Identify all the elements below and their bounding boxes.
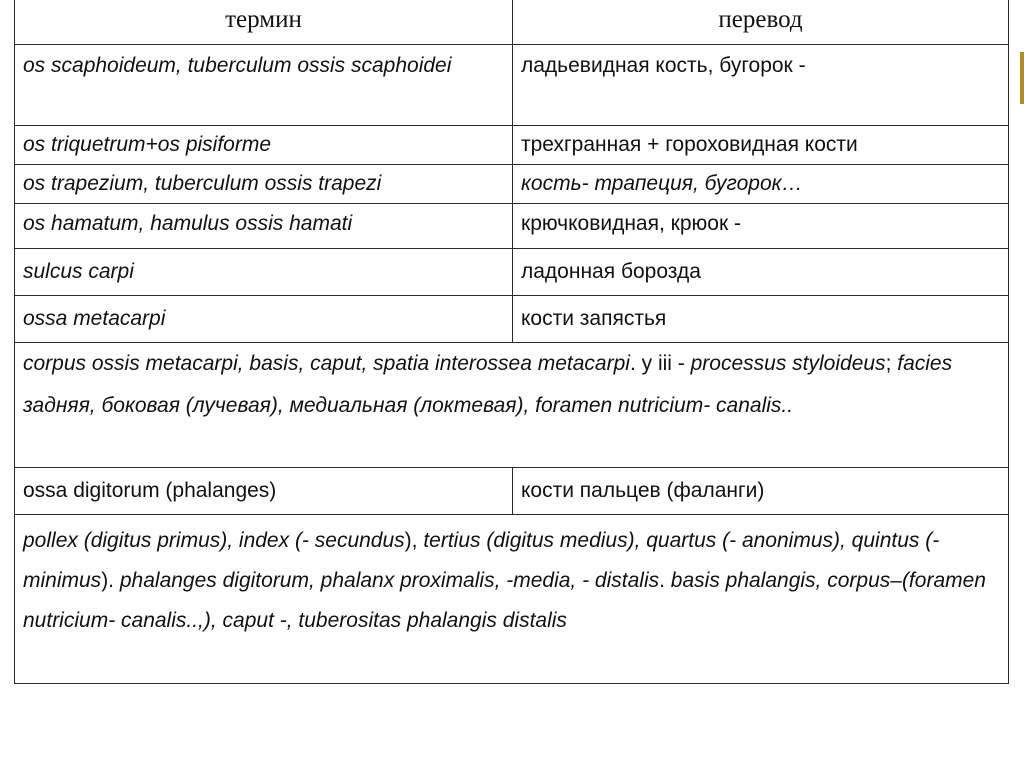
note-text: processus styloideus — [690, 352, 886, 375]
note-text: pollex (digitus primus), index (- secundus — [23, 529, 405, 552]
metacarpi-description — [15, 343, 1009, 468]
slide-edge-mark — [1020, 52, 1024, 104]
term-cell: os scaphoideum, tuberculum ossis scaphoidei — [15, 45, 513, 126]
translation-cell: кость- трапеция, бугорок… — [513, 165, 1009, 204]
note-text: . — [659, 569, 671, 592]
digits-description — [15, 515, 1009, 684]
terms-table — [14, 0, 1009, 684]
note-text: corpus ossis metacarpi, basis, caput, spatia interossea metacarpi — [23, 352, 630, 375]
note-text: ; — [885, 352, 898, 375]
table-row — [15, 296, 1009, 343]
header-translation: перевод — [513, 0, 1009, 45]
term-cell: ossa metacarpi — [15, 296, 513, 343]
term-cell: os trapezium, tuberculum ossis trapezi — [15, 165, 513, 204]
note-text: ), — [404, 529, 424, 552]
table-row — [15, 249, 1009, 296]
table-row — [15, 204, 1009, 249]
note-text: ). — [101, 569, 120, 592]
term-cell: os triquetrum+os pisiforme — [15, 126, 513, 165]
translation-cell: кости пальцев (фаланги) — [513, 468, 1009, 515]
table-header-row — [15, 0, 1009, 45]
table-row-full-width — [15, 343, 1009, 468]
note-text: phalanges digitorum, phalanx proximalis, -media, - distalis — [119, 569, 660, 592]
translation-cell: трехгранная + гороховидная кости — [513, 126, 1009, 165]
table-row — [15, 126, 1009, 165]
table-row-full-width — [15, 515, 1009, 684]
table-row — [15, 468, 1009, 515]
note-text: basis phalangis, corpus–(foramen nutricium- canalis..,), caput -, tuberositas phalangis distalis — [23, 569, 986, 632]
note-text: . у iii - — [629, 352, 691, 375]
term-cell: os hamatum, hamulus ossis hamati — [15, 204, 513, 249]
table-row — [15, 165, 1009, 204]
translation-cell: кости запястья — [513, 296, 1009, 343]
translation-cell: ладьевидная кость, бугорок - — [513, 45, 1009, 126]
note-text: facies задняя, боковая (лучевая), медиальная (локтевая), foramen nutricium- canalis.. — [23, 352, 953, 417]
header-term: термин — [15, 0, 513, 45]
translation-cell: ладонная борозда — [513, 249, 1009, 296]
note-text: tertius (digitus medius), quartus (- anonimus), quintus (-minimus — [23, 529, 940, 592]
term-cell: ossa digitorum (phalanges) — [15, 468, 513, 515]
term-cell: sulcus carpi — [15, 249, 513, 296]
table-row — [15, 45, 1009, 126]
translation-cell: крючковидная, крюок - — [513, 204, 1009, 249]
